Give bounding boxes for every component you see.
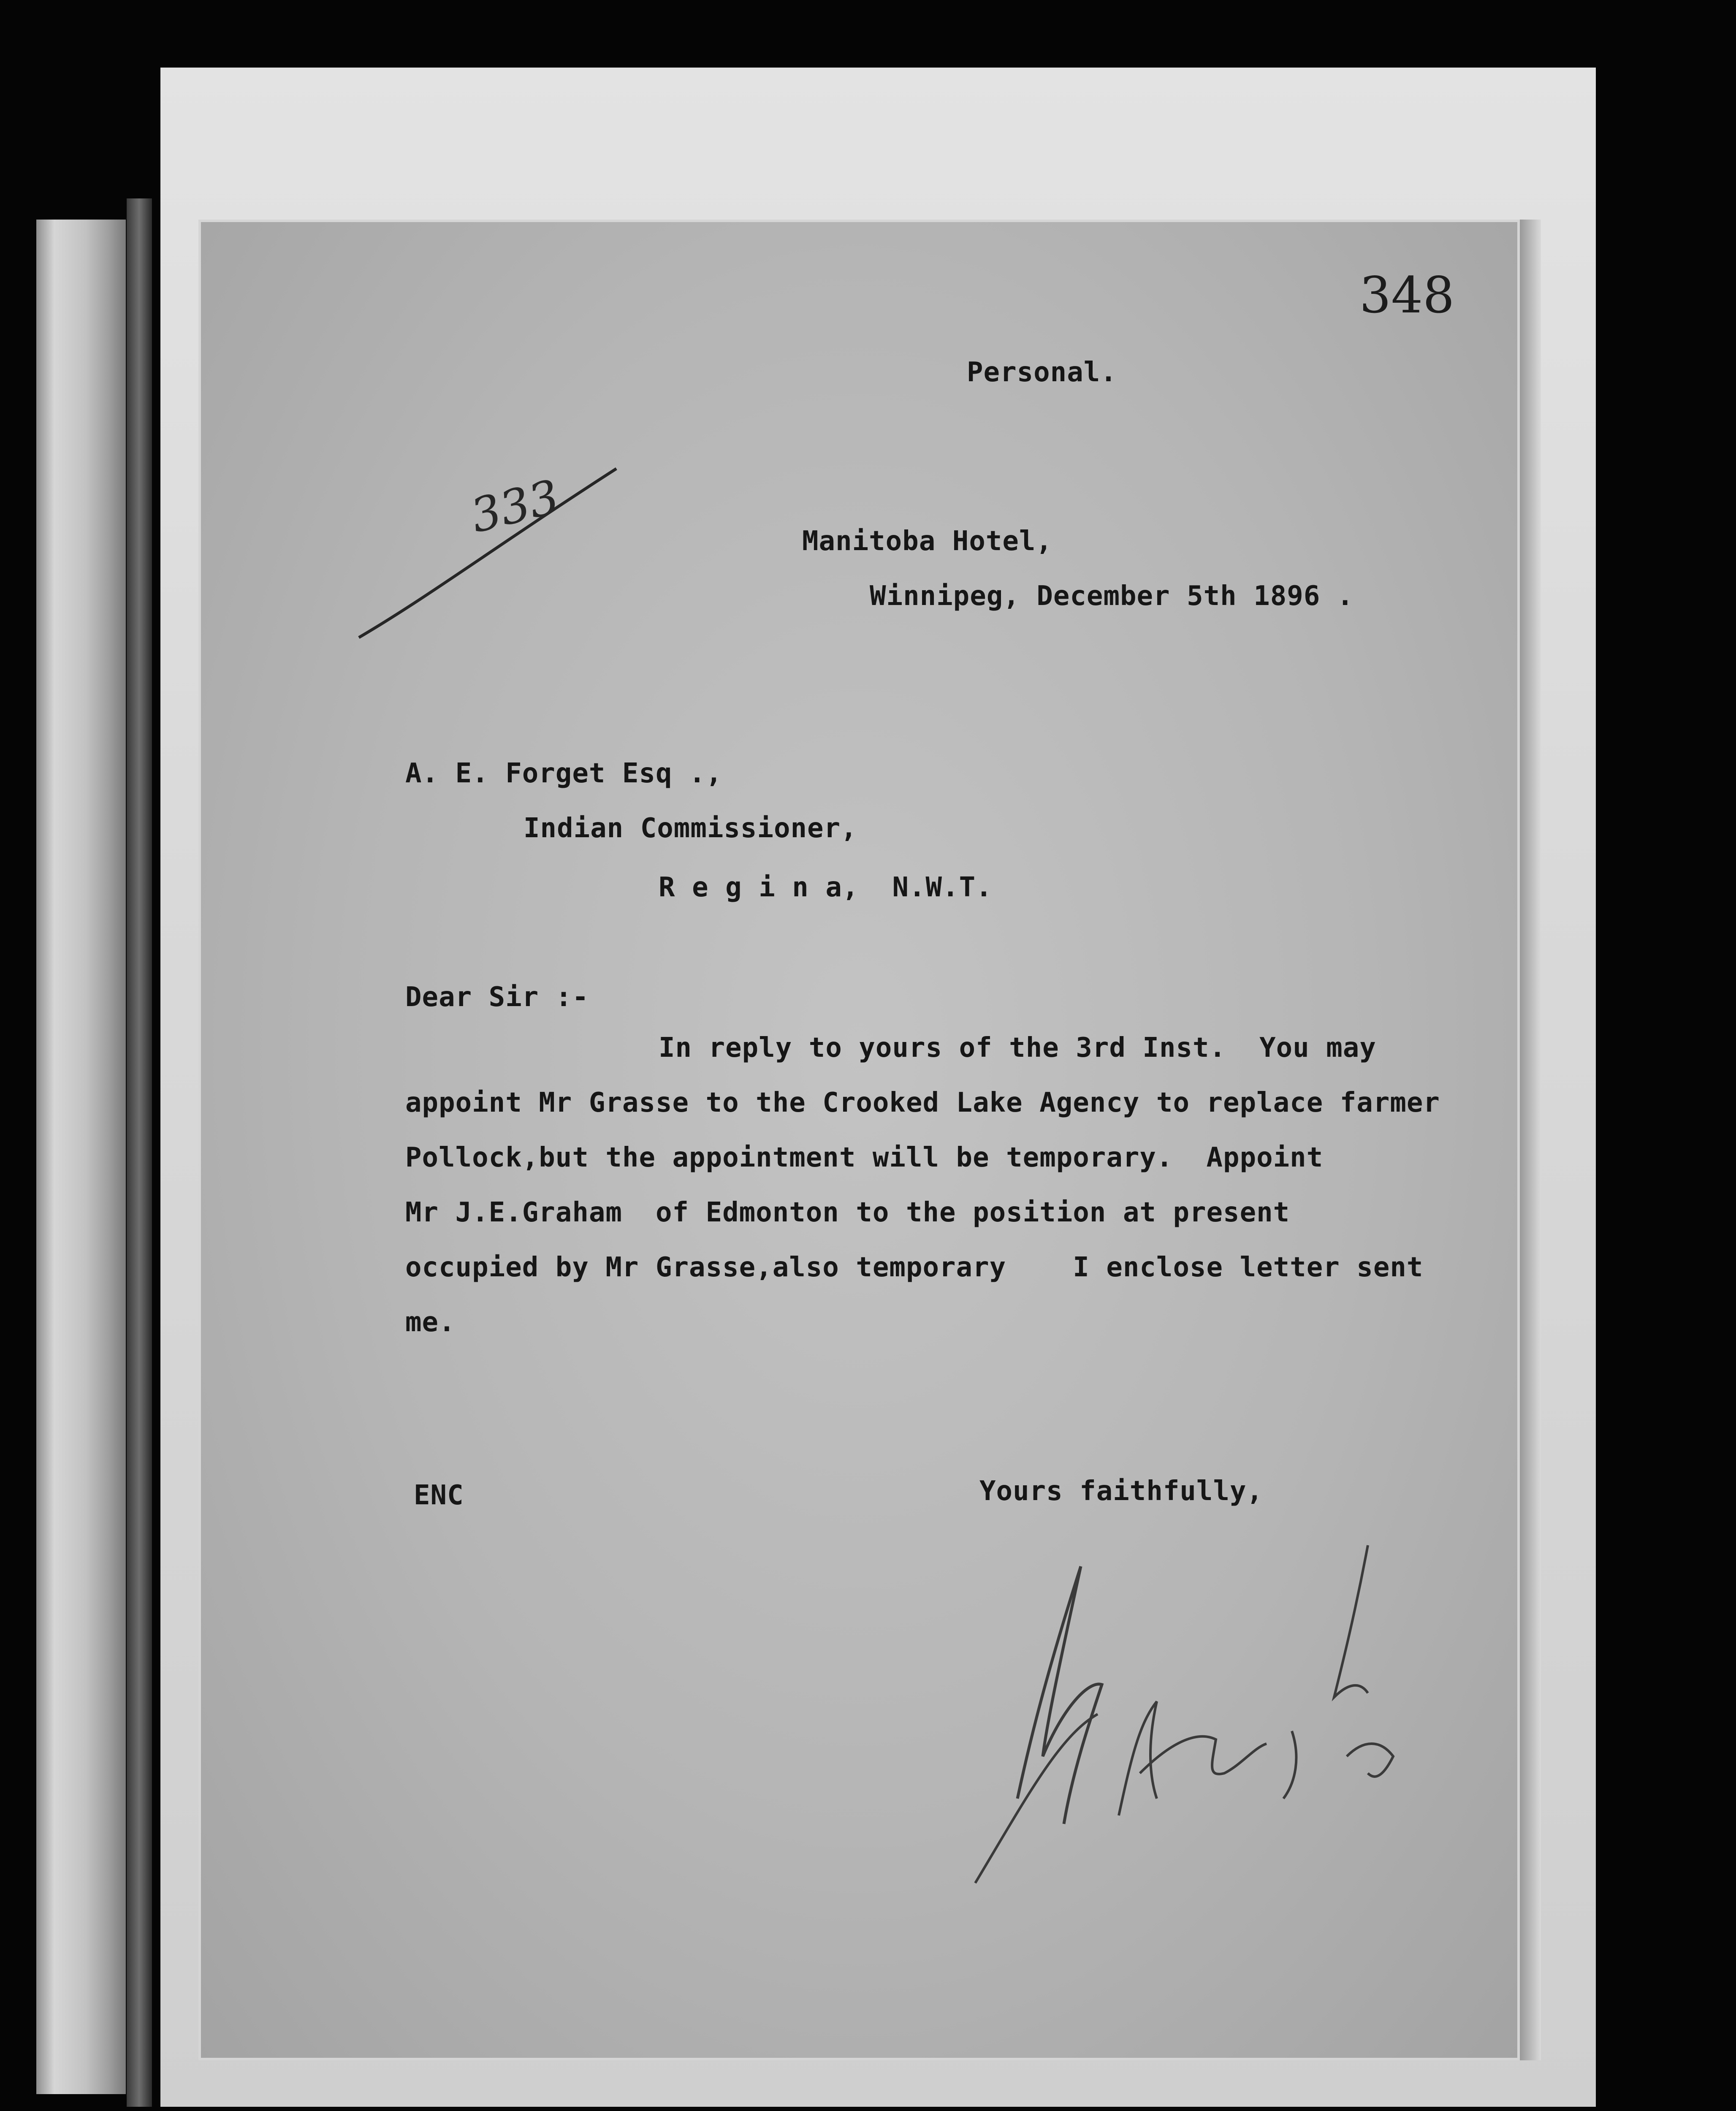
pencil-number: 333: [465, 469, 564, 543]
binding-strip-edge: [127, 198, 152, 2107]
body-line: appoint Mr Grasse to the Crooked Lake Agency to replace farmer: [405, 1087, 1440, 1118]
body-line: occupied by Mr Grasse,also temporary I enclose letter sent: [405, 1252, 1424, 1283]
recipient-line3: R e g i n a, N.W.T.: [659, 872, 993, 903]
recipient-line1: A. E. Forget Esq .,: [405, 758, 723, 789]
body-line: Pollock,but the appointment will be temporary. Appoint: [405, 1142, 1324, 1173]
closing: Yours faithfully,: [979, 1476, 1264, 1507]
salutation: Dear Sir :-: [405, 982, 589, 1013]
pencil-annotation: [346, 443, 642, 663]
body-line: Mr J.E.Graham of Edmonton to the position at present: [405, 1197, 1290, 1228]
handwritten-signature: [920, 1503, 1461, 1917]
body-line: In reply to yours of the 3rd Inst. You may: [659, 1032, 1376, 1064]
personal-marking: Personal.: [967, 357, 1117, 388]
binding-strip: [36, 220, 126, 2094]
sender-address-line2: Winnipeg, December 5th 1896 .: [870, 581, 1354, 612]
body-line: me.: [405, 1307, 456, 1338]
recipient-line2: Indian Commissioner,: [524, 813, 857, 844]
enclosure-marker: ENC: [414, 1480, 464, 1511]
page-number: 348: [1359, 266, 1455, 324]
sender-address-line1: Manitoba Hotel,: [802, 526, 1052, 557]
